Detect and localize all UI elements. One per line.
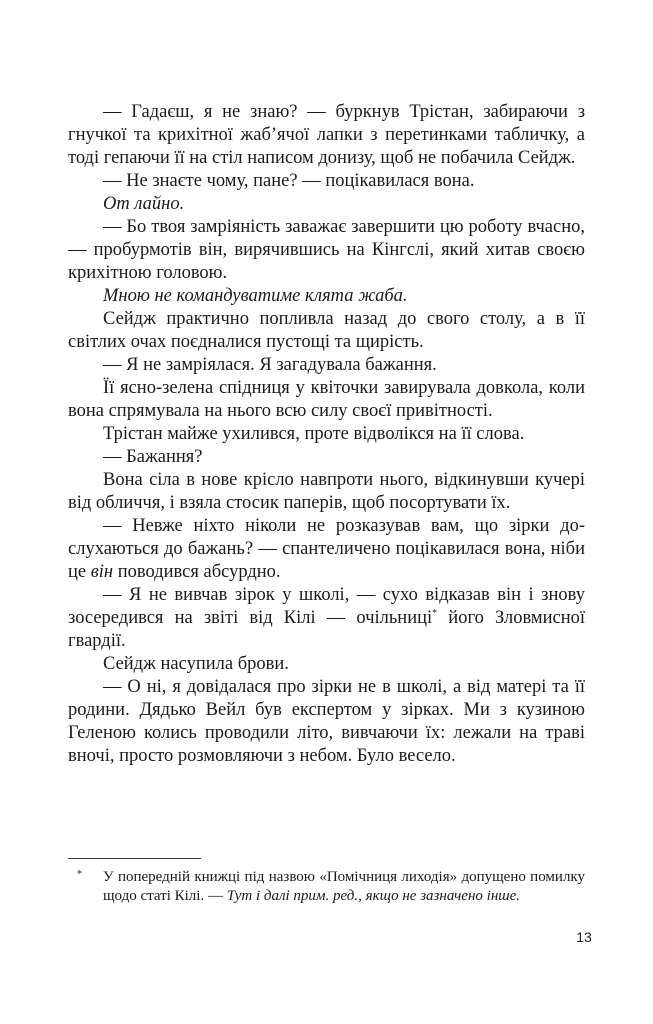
paragraph	[68, 308, 585, 354]
text-run: Мною не командуватиме клята жаба.	[103, 286, 408, 306]
text-run: — Я не замріялася. Я загадувала бажання.	[103, 355, 437, 375]
paragraph	[68, 285, 585, 308]
paragraph	[68, 193, 585, 216]
body-text	[68, 101, 585, 768]
text-run: Сейдж насупила брови.	[103, 654, 289, 674]
paragraph	[68, 584, 585, 653]
footnote-rule	[68, 858, 201, 859]
paragraph	[68, 101, 585, 170]
text-run: він	[90, 562, 114, 582]
text-run: Її ясно-зелена спідниця у квіточки завирувала довкола, коли вона спрямувала на нього всю силу своєї привітності.	[68, 378, 585, 421]
footnote-reference: *	[432, 607, 438, 619]
footnote	[68, 858, 585, 906]
text-run: Сейдж практично попливла назад до свого столу, а в її світлих очах поєдналися пустощі та щирість.	[68, 309, 585, 352]
footnote-text	[68, 868, 585, 906]
text-run: — Не знаєте чому, пане? — поцікавилася вона.	[103, 171, 475, 191]
text-run: — Гадаєш, я не знаю? — буркнув Трістан, забираючи з гнучкої та крихітної жаб’ячої лапки з перетинками табличку, а тоді гепаючи її на стіл написом донизу, щоб не побачила Сейдж.	[68, 102, 585, 168]
paragraph	[68, 170, 585, 193]
text-run: поводився абсурдно.	[113, 562, 281, 582]
paragraph	[68, 423, 585, 446]
footnote-body-regular: У попередній книжці під назвою «Помічниця лиходія» допущено помилку щодо статі Кілі. —	[103, 869, 585, 904]
text-run: От лайно.	[103, 194, 185, 214]
text-run: — Бо твоя замріяність заважає завершити цю роботу вчасно, — пробурмотів він, вирячившись на Кінгслі, який хитав своєю крихітною головою.	[68, 217, 585, 283]
text-run: — Бажання?	[103, 447, 203, 467]
footnote-body-italic: Тут і далі прим. ред., якщо не зазначено інше.	[226, 888, 520, 904]
text-run: Вона сіла в нове крісло навпроти нього, відкинувши кучері від обличчя, і взяла стосик паперів, щоб посортувати їх.	[68, 470, 585, 513]
paragraph	[68, 653, 585, 676]
footnote-marker: *	[77, 869, 82, 880]
paragraph	[68, 515, 585, 584]
paragraph	[68, 676, 585, 768]
paragraph	[68, 354, 585, 377]
text-run: — О ні, я довідалася про зірки не в школі, а від матері та її родини. Дядько Вейл був експертом у зірках. Ми з кузиною Геленою колись проводили літо, вивчаючи їх: лежали на траві вночі, просто розмовляючи з небом. Було весело.	[68, 677, 585, 766]
text-run: його Зловмисної гвардії.	[68, 608, 585, 651]
paragraph	[68, 216, 585, 285]
paragraph	[68, 377, 585, 423]
text-run: — Я не вивчав зірок у школі, — сухо відказав він і знову зосередився на звіті від Кілі — очільниці	[68, 585, 585, 628]
page-number: 13	[576, 929, 592, 945]
paragraph	[68, 446, 585, 469]
text-run: — Невже ніхто ніколи не розказував вам, що зірки дослухаються до бажань? — спантеличено поцікавилася вона, ніби це	[68, 516, 585, 582]
paragraph	[68, 469, 585, 515]
text-run: Трістан майже ухилився, проте відволікся на її слова.	[103, 424, 525, 444]
